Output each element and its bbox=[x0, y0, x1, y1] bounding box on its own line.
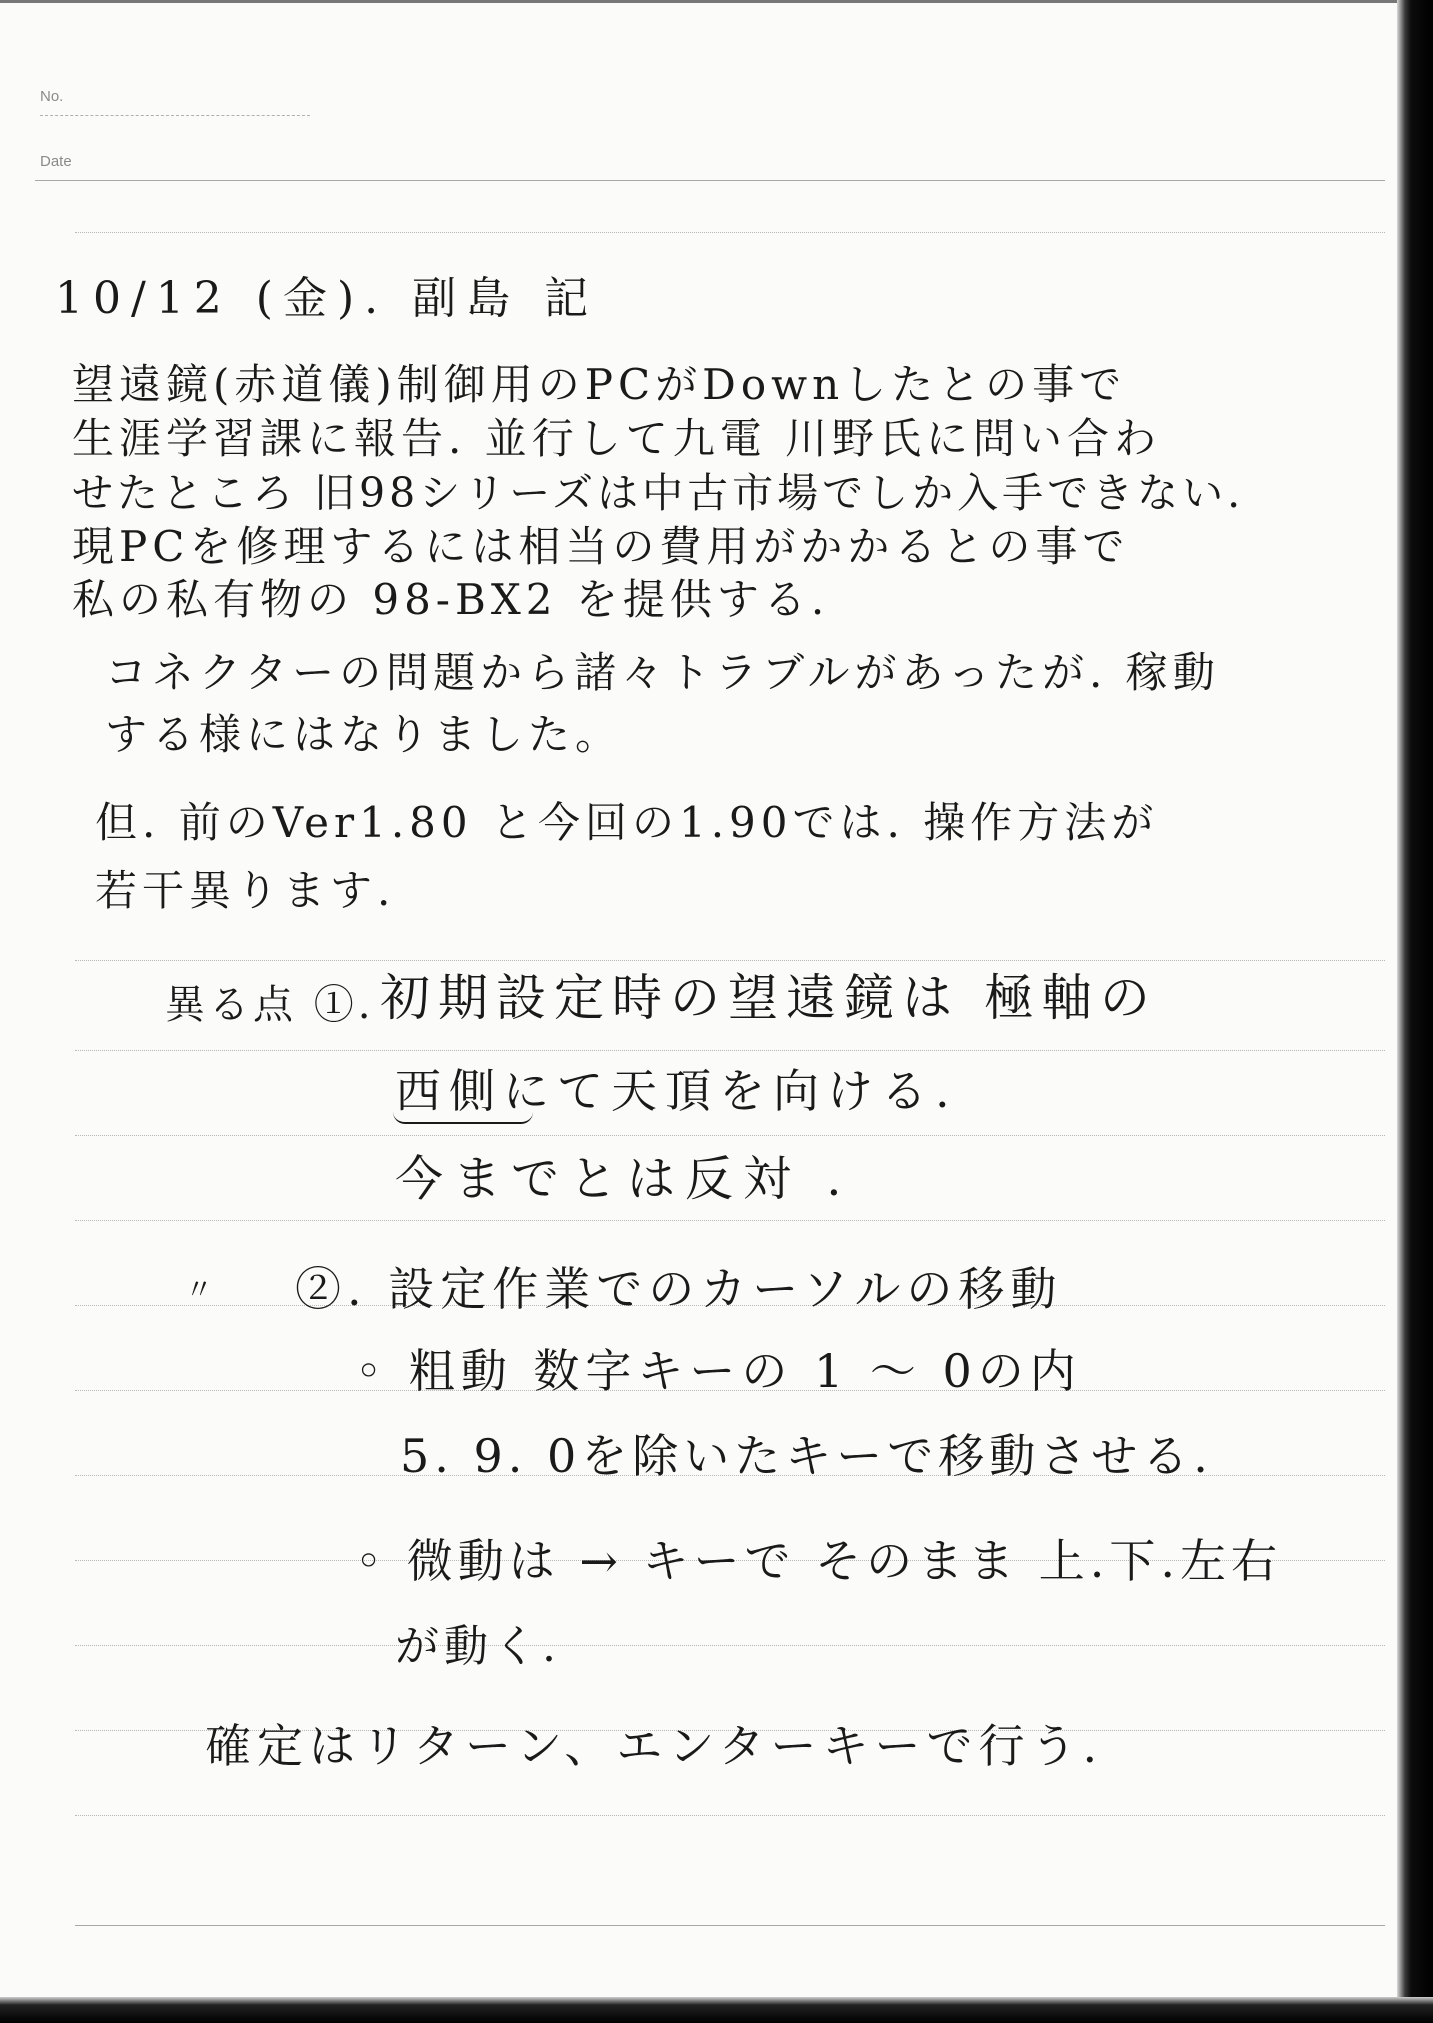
west-side-underline bbox=[393, 1112, 533, 1124]
note-date-line: 10/12 (金). 副島 記 bbox=[55, 273, 599, 324]
difference1-line2: 西側にて天頂を向ける. bbox=[395, 1064, 958, 1118]
header-rule bbox=[35, 180, 1385, 181]
ruled-line bbox=[75, 1815, 1385, 1816]
paragraph1-line3: せたところ 旧98シリーズは中古市場でしか入手できない. bbox=[72, 469, 1245, 517]
no-label: No. bbox=[40, 88, 64, 105]
no-dotted-line bbox=[40, 115, 310, 116]
paragraph1-line1: 望遠鏡(赤道儀)制御用のPCがDownしたとの事で bbox=[72, 360, 1127, 409]
coarse-move-line2: 5. 9. 0を除いたキーで移動させる. bbox=[400, 1429, 1213, 1483]
scan-top-edge bbox=[0, 0, 1433, 3]
paragraph1-line5: 私の私有物の 98-BX2 を提供する. bbox=[72, 575, 830, 624]
difference1-label: 異る点 ①. bbox=[165, 982, 375, 1028]
fine-move-line2: が動く. bbox=[395, 1621, 561, 1672]
ruled-line bbox=[75, 1050, 1385, 1051]
difference1-line1: 初期設定時の望遠鏡は 極軸の bbox=[380, 969, 1158, 1027]
ruled-line bbox=[75, 1220, 1385, 1221]
paragraph2-line2: する様にはなりました。 bbox=[105, 710, 623, 759]
ruled-line bbox=[75, 232, 1385, 233]
bottom-rule bbox=[75, 1925, 1385, 1926]
scan-right-edge bbox=[1397, 0, 1433, 2023]
paragraph2-line1: コネクターの問題から諸々トラブルがあったが. 稼動 bbox=[105, 648, 1220, 697]
paragraph1-line4: 現PCを修理するには相当の費用がかかるとの事で bbox=[72, 522, 1130, 571]
paragraph3-line2: 若干異ります. bbox=[95, 866, 396, 915]
date-label: Date bbox=[40, 153, 72, 170]
ruled-line bbox=[75, 1645, 1385, 1646]
confirm-line: 確定はリターン、エンターキーで行う. bbox=[205, 1719, 1104, 1773]
scan-bottom-edge bbox=[0, 1997, 1433, 2023]
coarse-move-line1: ◦ 粗動 数字キーの 1 〜 0の内 bbox=[355, 1344, 1082, 1398]
ditto-mark: 〃 bbox=[185, 1273, 214, 1306]
paragraph3-line1: 但. 前のVer1.80 と今回の1.90では. 操作方法が bbox=[95, 798, 1159, 847]
difference1-line3: 今までとは反対 . bbox=[395, 1151, 852, 1207]
fine-move-line1: ◦ 微動は → キーで そのまま 上.下.左右 bbox=[355, 1534, 1283, 1588]
difference2-line: ②. 設定作業でのカーソルの移動 bbox=[295, 1262, 1063, 1316]
paragraph1-line2: 生涯学習課に報告. 並行して九電 川野氏に問い合わ bbox=[72, 414, 1162, 463]
ruled-line bbox=[75, 1135, 1385, 1136]
